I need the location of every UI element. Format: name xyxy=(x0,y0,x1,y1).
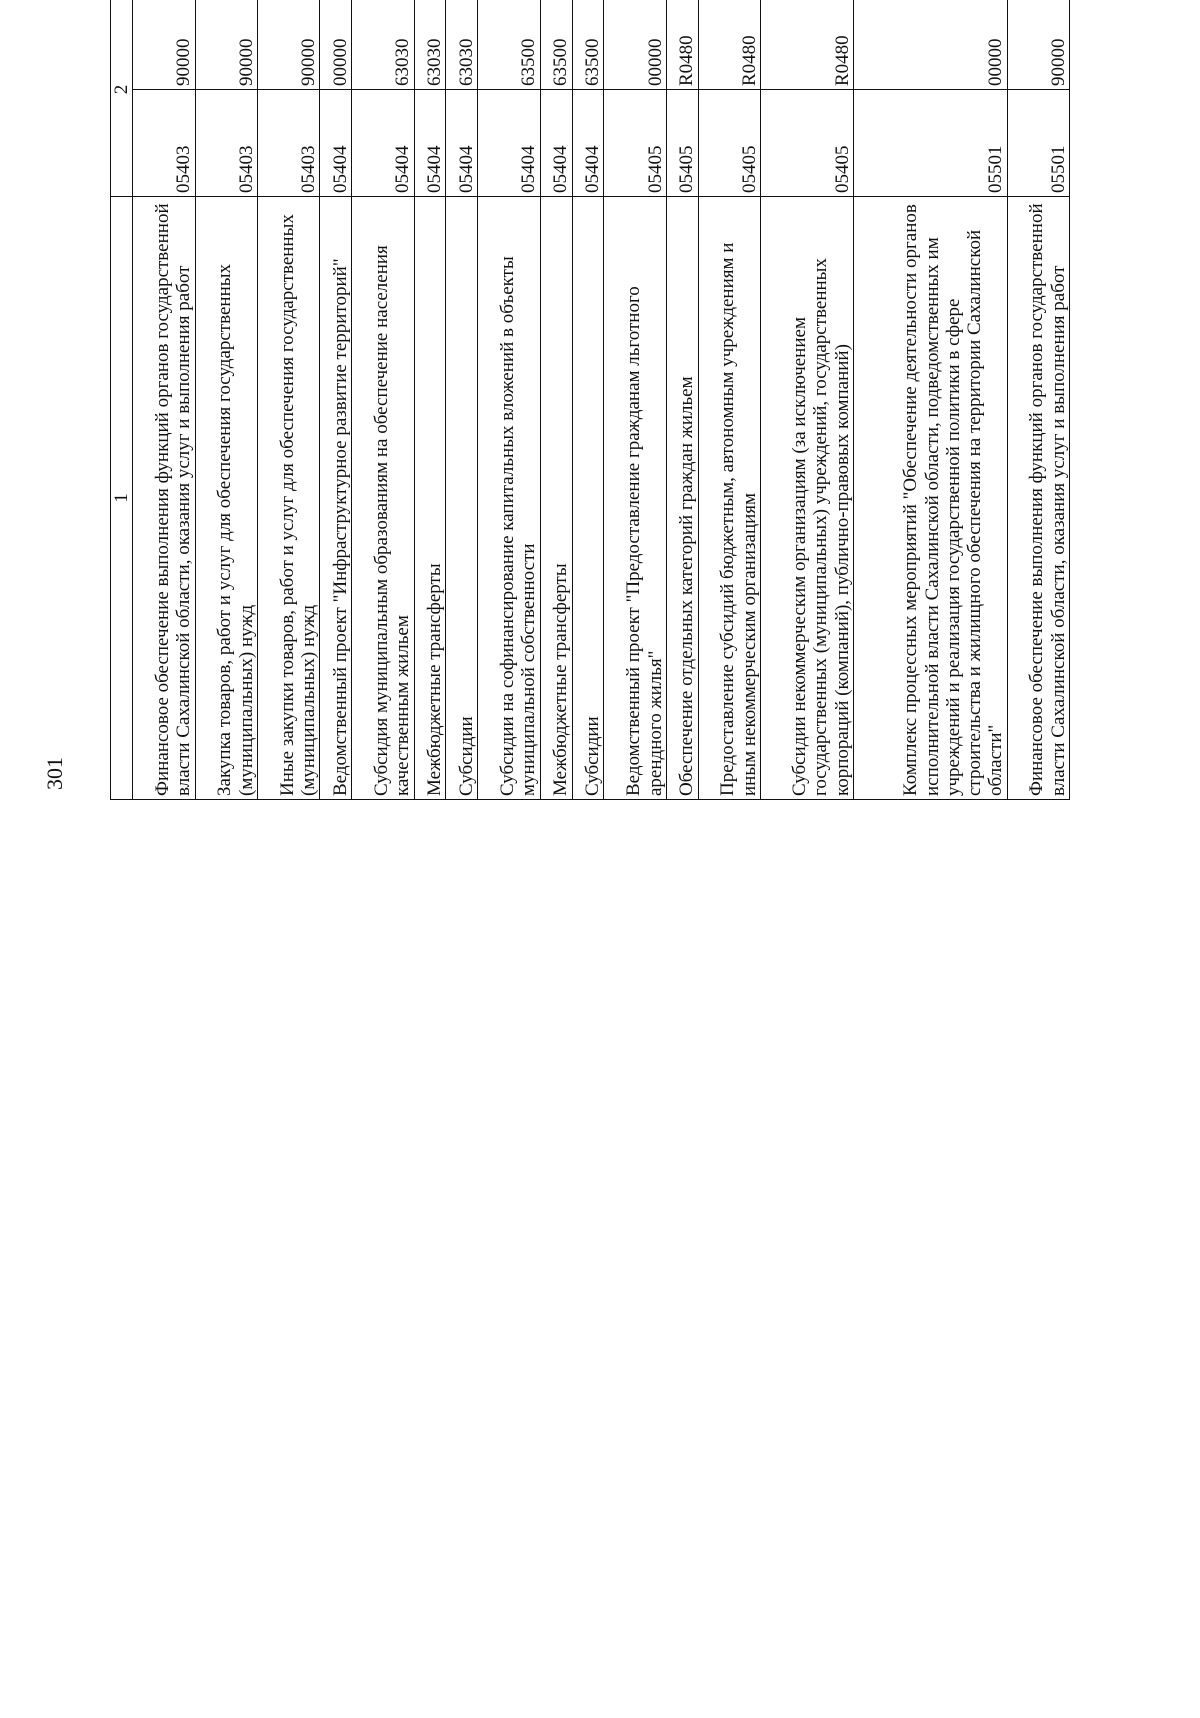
row-code-section: 05501 xyxy=(853,90,1007,197)
row-code-target: R0480 xyxy=(666,0,698,90)
table-row xyxy=(540,0,572,800)
header-row xyxy=(111,0,133,800)
table-row xyxy=(572,0,604,800)
table-row xyxy=(666,0,698,800)
table-row xyxy=(320,0,352,800)
row-description: Субсидия муниципальным образованиям на обеспечение населения качественным жильем xyxy=(352,197,414,800)
table-row xyxy=(604,0,666,800)
table-row xyxy=(195,0,257,800)
table-row xyxy=(1007,0,1069,800)
row-code-target: R0480 xyxy=(761,0,854,90)
table-header xyxy=(111,0,133,800)
row-description: Межбюджетные трансферты xyxy=(414,197,446,800)
table-row xyxy=(257,0,319,800)
row-description: Обеспечение отдельных категорий граждан жильем xyxy=(666,197,698,800)
row-code-section: 05404 xyxy=(540,90,572,197)
header-col-1: 1 xyxy=(111,197,133,800)
row-description: Финансовое обеспечение выполнения функций органов государственной власти Сахалинской области, оказания услуг и выполнения работ xyxy=(1007,197,1069,800)
row-code-section: 05405 xyxy=(666,90,698,197)
table-row xyxy=(478,0,540,800)
row-code-section: 05404 xyxy=(572,90,604,197)
budget-table-container xyxy=(110,0,1070,800)
row-description: Субсидии xyxy=(446,197,478,800)
row-description: Иные закупки товаров, работ и услуг для обеспечения государственных (муниципальных) нужд xyxy=(257,197,319,800)
row-description: Предоставление субсидий бюджетным, автономным учреждениям и иным некоммерческим организациям xyxy=(698,197,760,800)
row-description: Ведомственный проект "Предоставление гражданам льготного арендного жилья" xyxy=(604,197,666,800)
row-code-target: 00000 xyxy=(853,0,1007,90)
row-code-target: 63030 xyxy=(352,0,414,90)
row-code-target: R0480 xyxy=(698,0,760,90)
row-code-target: 90000 xyxy=(195,0,257,90)
row-description: Межбюджетные трансферты xyxy=(540,197,572,800)
row-description: Субсидии xyxy=(572,197,604,800)
table-row xyxy=(698,0,760,800)
table-row xyxy=(352,0,414,800)
table-row xyxy=(761,0,854,800)
row-code-target: 63500 xyxy=(478,0,540,90)
row-code-section: 05501 xyxy=(1007,90,1069,197)
row-code-section: 05403 xyxy=(257,90,319,197)
header-col-2: 2 xyxy=(111,0,133,197)
row-code-section: 05404 xyxy=(446,90,478,197)
table-row xyxy=(414,0,446,800)
row-description: Ведомственный проект "Инфраструктурное развитие территорий" xyxy=(320,197,352,800)
row-code-section: 05404 xyxy=(414,90,446,197)
table-row xyxy=(133,0,195,800)
row-code-target: 63030 xyxy=(446,0,478,90)
row-code-target: 63030 xyxy=(414,0,446,90)
row-description: Финансовое обеспечение выполнения функций органов государственной власти Сахалинской области, оказания услуг и выполнения работ xyxy=(133,197,195,800)
table-body xyxy=(133,0,1070,800)
page-number: 301 xyxy=(42,757,67,790)
row-description: Субсидии некоммерческим организациям (за исключением государственных (муниципальных) учреждений, государственных корпораций (компаний), публично-правовых компаний) xyxy=(761,197,854,800)
row-code-section: 05405 xyxy=(604,90,666,197)
row-code-section: 05405 xyxy=(698,90,760,197)
row-code-section: 05404 xyxy=(352,90,414,197)
row-code-section: 05404 xyxy=(320,90,352,197)
table-row xyxy=(446,0,478,800)
table-row xyxy=(853,0,1007,800)
row-code-target: 90000 xyxy=(1007,0,1069,90)
budget-table xyxy=(110,0,1070,800)
row-description: Закупка товаров, работ и услуг для обеспечения государственных (муниципальных) нужд xyxy=(195,197,257,800)
row-code-section: 05403 xyxy=(195,90,257,197)
row-description: Субсидии на софинансирование капитальных вложений в объекты муниципальной собственности xyxy=(478,197,540,800)
row-code-target: 90000 xyxy=(257,0,319,90)
row-code-target: 00000 xyxy=(320,0,352,90)
row-code-target: 90000 xyxy=(133,0,195,90)
row-code-target: 63500 xyxy=(572,0,604,90)
row-code-section: 05404 xyxy=(478,90,540,197)
row-code-target: 00000 xyxy=(604,0,666,90)
row-code-section: 05403 xyxy=(133,90,195,197)
row-code-target: 63500 xyxy=(540,0,572,90)
row-code-section: 05405 xyxy=(761,90,854,197)
row-description: Комплекс процессных мероприятий "Обеспечение деятельности органов исполнительной власти Сахалинской области, подведомственных им учреждений и реализация государственной политики в сфере строительства и жилищного обеспечения на территории Сахалинской области" xyxy=(853,197,1007,800)
